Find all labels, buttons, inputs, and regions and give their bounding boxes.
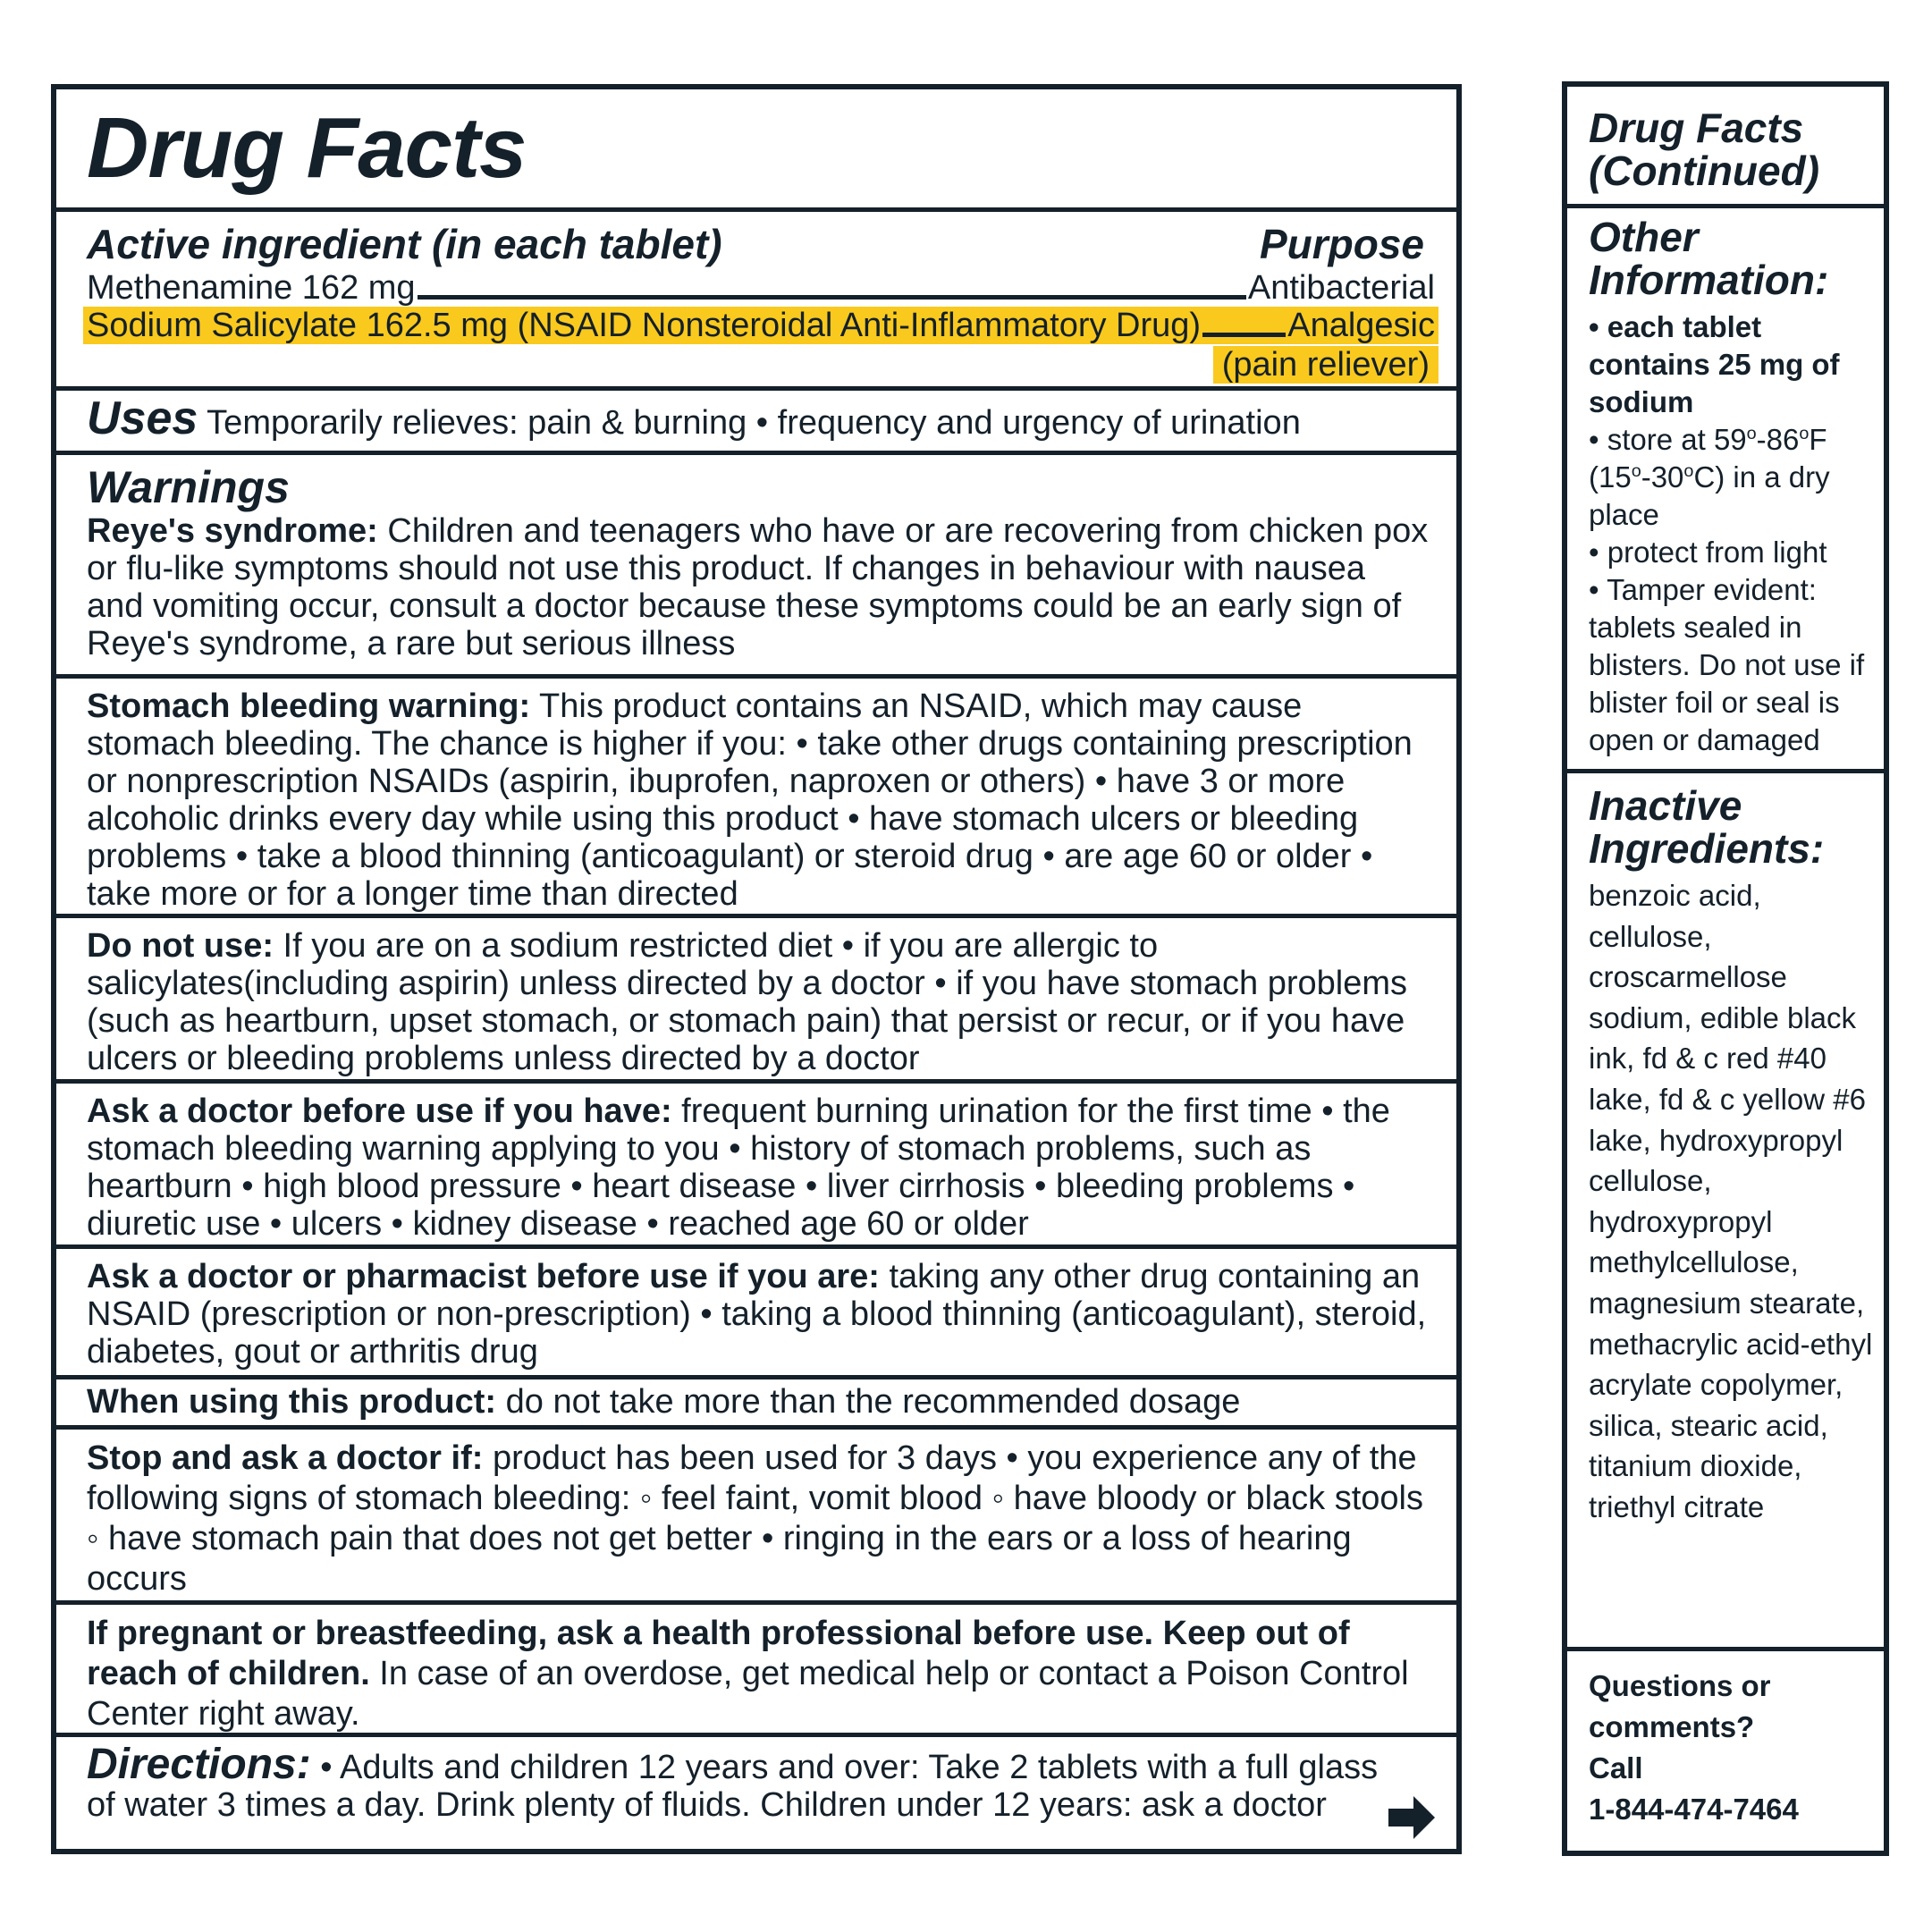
uses-heading: Uses <box>87 392 198 444</box>
ask-doctor-warning <box>87 1093 1433 1243</box>
inactive-ingredients-list: benzoic acid, cellulose, croscarmellose sodium, edible black ink, fd & c red #40 lake, fd & c yellow #6 lake, hydroxypropyl cellulose, hydroxypropyl methylcellulose, magnesium stearate, methacrylic acid-ethyl acrylate copolymer, silica, stearic acid, titanium dioxide, triethyl citrate <box>1589 879 1873 1523</box>
ingredient-purpose: Antibacterial <box>1247 269 1435 307</box>
pregnant-warning <box>87 1614 1433 1734</box>
storage-text: • store at 59 <box>1589 423 1747 456</box>
stomach-bleeding-warning <box>87 688 1433 913</box>
inactive-heading-line1: Inactive <box>1589 782 1742 829</box>
stop-warning <box>87 1438 1433 1599</box>
warning-text: product has been used for 3 days • you experience any of the following signs of stomach bleeding: ◦ feel faint, vomit blood ◦ have bloody or black stools ◦ have stomach pain that does not get better • ringing in the ears or a loss of hearing occurs <box>87 1439 1423 1598</box>
degree-mark: o <box>1683 461 1694 482</box>
light-info: • protect from light <box>1589 536 1827 569</box>
continued-title-line1: Drug Facts <box>1589 105 1804 151</box>
storage-text: -86 <box>1756 423 1800 456</box>
warning-label: Stomach bleeding warning: <box>87 688 531 725</box>
warning-text: This product contains an NSAID, which may cause stomach bleeding. The chance is higher if you: • take other drugs containing prescription or nonprescription NSAIDs (aspirin, ibuprofen, naproxen or others) • have 3 or more alcoholic drinks every day while using this product • have stomach ulcers or bleeding problems • take a blood thinning (anticoagulant) or steroid drug • are age 60 or older • take more or for a longer time than directed <box>87 688 1413 913</box>
directions-heading: Directions: <box>87 1741 311 1788</box>
continued-title-line2: (Continued) <box>1589 148 1820 194</box>
active-ingredient-heading: Active ingredient (in each tablet) <box>87 221 722 267</box>
storage-text: F (15 <box>1589 423 1827 494</box>
degree-mark: o <box>1746 424 1757 444</box>
warning-text: do not take more than the recommended dosage <box>496 1383 1241 1421</box>
degree-mark: o <box>1799 424 1810 444</box>
warning-text: If you are on a sodium restricted diet • if you are allergic to salicylates(including aspirin) unless directed by a doctor • if you have stomach problems (such as heartburn, upset stomach, or stomach pain) that persist or recur, or if you have ulcers or bleeding problems unless directed by a doctor <box>87 927 1408 1077</box>
do-not-use-warning <box>87 927 1433 1077</box>
drug-facts-continued-panel <box>1562 81 1889 1856</box>
warning-text: In case of an overdose, get medical help or contact a Poison Control Center right away. <box>87 1655 1409 1733</box>
tamper-info: • Tamper evident: tablets sealed in blisters. Do not use if blister foil or seal is open or damaged <box>1589 573 1865 756</box>
call-label: Call <box>1589 1751 1643 1784</box>
do-not-use-section <box>56 918 1456 1084</box>
ingredient-purpose-note: (pain reliever) <box>1213 346 1438 384</box>
warning-text: taking any other drug containing an NSAID (prescription or non-prescription) • taking a blood thinning (anticoagulant), steroid, diabetes, gout or arthritis drug <box>87 1258 1427 1371</box>
directions-section <box>56 1737 1456 1854</box>
warning-label: When using this product: <box>87 1383 497 1421</box>
ask-pharmacist-warning <box>87 1258 1433 1371</box>
warning-text: Children and teenagers who have or are recovering from chicken pox or flu-like symptoms should not use this product. If changes in behaviour with nausea and vomiting occur, consult a doctor because these symptoms could be an early sign of Reye's syndrome, a rare but serious illness <box>87 512 1429 662</box>
when-using-warning <box>87 1383 1433 1421</box>
questions-section <box>1567 1651 1884 1851</box>
uses-body: Temporarily relieves: pain & burning • frequency and urgency of urination <box>198 404 1301 442</box>
warning-label: Stop and ask a doctor if: <box>87 1439 484 1477</box>
warning-label: Ask a doctor before use if you have: <box>87 1093 672 1130</box>
phone-number: 1-844-474-7464 <box>1589 1793 1799 1826</box>
stomach-bleeding-section <box>56 679 1456 918</box>
active-ingredient-section <box>56 212 1456 391</box>
inactive-ingredients-section <box>1567 773 1884 1651</box>
reye-warning <box>87 512 1430 662</box>
when-using-section <box>56 1379 1456 1430</box>
continued-title-section <box>1567 87 1884 208</box>
leader-line <box>1202 333 1286 337</box>
storage-info <box>1589 421 1873 534</box>
ingredient-row <box>87 269 1435 307</box>
ask-pharmacist-section <box>56 1249 1456 1379</box>
warnings-reye-section <box>56 455 1456 679</box>
stop-section <box>56 1430 1456 1605</box>
purpose-heading: Purpose <box>1259 221 1424 267</box>
questions-text <box>1589 1666 1873 1830</box>
storage-text: -30 <box>1641 460 1684 494</box>
continued-title <box>1589 106 1819 192</box>
uses-section <box>56 391 1456 455</box>
warning-text: frequent burning urination for the first time • the stomach bleeding warning applying to you • history of stomach problems, such as heartburn • high blood pressure • heart disease • liver cirrhosis • bleeding problems • diuretic use • ulcers • kidney disease • reached age 60 or older <box>87 1093 1390 1243</box>
warning-label: Do not use: <box>87 927 274 965</box>
title-section <box>56 89 1456 212</box>
ask-doctor-section <box>56 1084 1456 1249</box>
arrow-right-icon <box>1388 1796 1435 1839</box>
drug-facts-title: Drug Facts <box>87 100 527 196</box>
questions-line: Questions or comments? <box>1589 1669 1771 1743</box>
warnings-heading: Warnings <box>87 462 290 512</box>
ingredient-row-highlighted <box>83 307 1438 344</box>
other-heading-line2: Information: <box>1589 257 1829 303</box>
other-information-section <box>1567 208 1884 773</box>
uses-text <box>87 392 1301 444</box>
drug-facts-panel <box>51 84 1462 1854</box>
storage-text: C) in a dry place <box>1589 460 1830 531</box>
ingredient-purpose: Analgesic <box>1287 307 1435 344</box>
warning-label: Reye's syndrome: <box>87 512 378 550</box>
other-information-heading <box>1589 215 1828 301</box>
leader-line <box>418 295 1246 300</box>
other-information-list <box>1589 308 1873 759</box>
ingredient-name: Methenamine 162 mg <box>87 269 416 307</box>
warning-label: Ask a doctor or pharmacist before use if you are: <box>87 1258 880 1295</box>
inactive-heading-line2: Ingredients: <box>1589 825 1825 872</box>
other-heading-line1: Other <box>1589 214 1699 260</box>
directions-body: • Adults and children 12 years and over: Take 2 tablets with a full glass of water 3 times a day. Drink plenty of fluids. Children under 12 years: ask a doctor <box>87 1749 1379 1824</box>
directions-text <box>87 1741 1394 1824</box>
degree-mark: o <box>1631 461 1641 482</box>
pregnant-section <box>56 1605 1456 1737</box>
sodium-info: • each tablet contains 25 mg of sodium <box>1589 310 1840 418</box>
warning-label: If pregnant or breastfeeding, ask a health professional before use. Keep out of reach of children. <box>87 1615 1350 1692</box>
ingredient-name: Sodium Salicylate 162.5 mg (NSAID Nonsteroidal Anti-Inflammatory Drug) <box>87 307 1202 344</box>
inactive-ingredients-heading <box>1589 784 1824 870</box>
